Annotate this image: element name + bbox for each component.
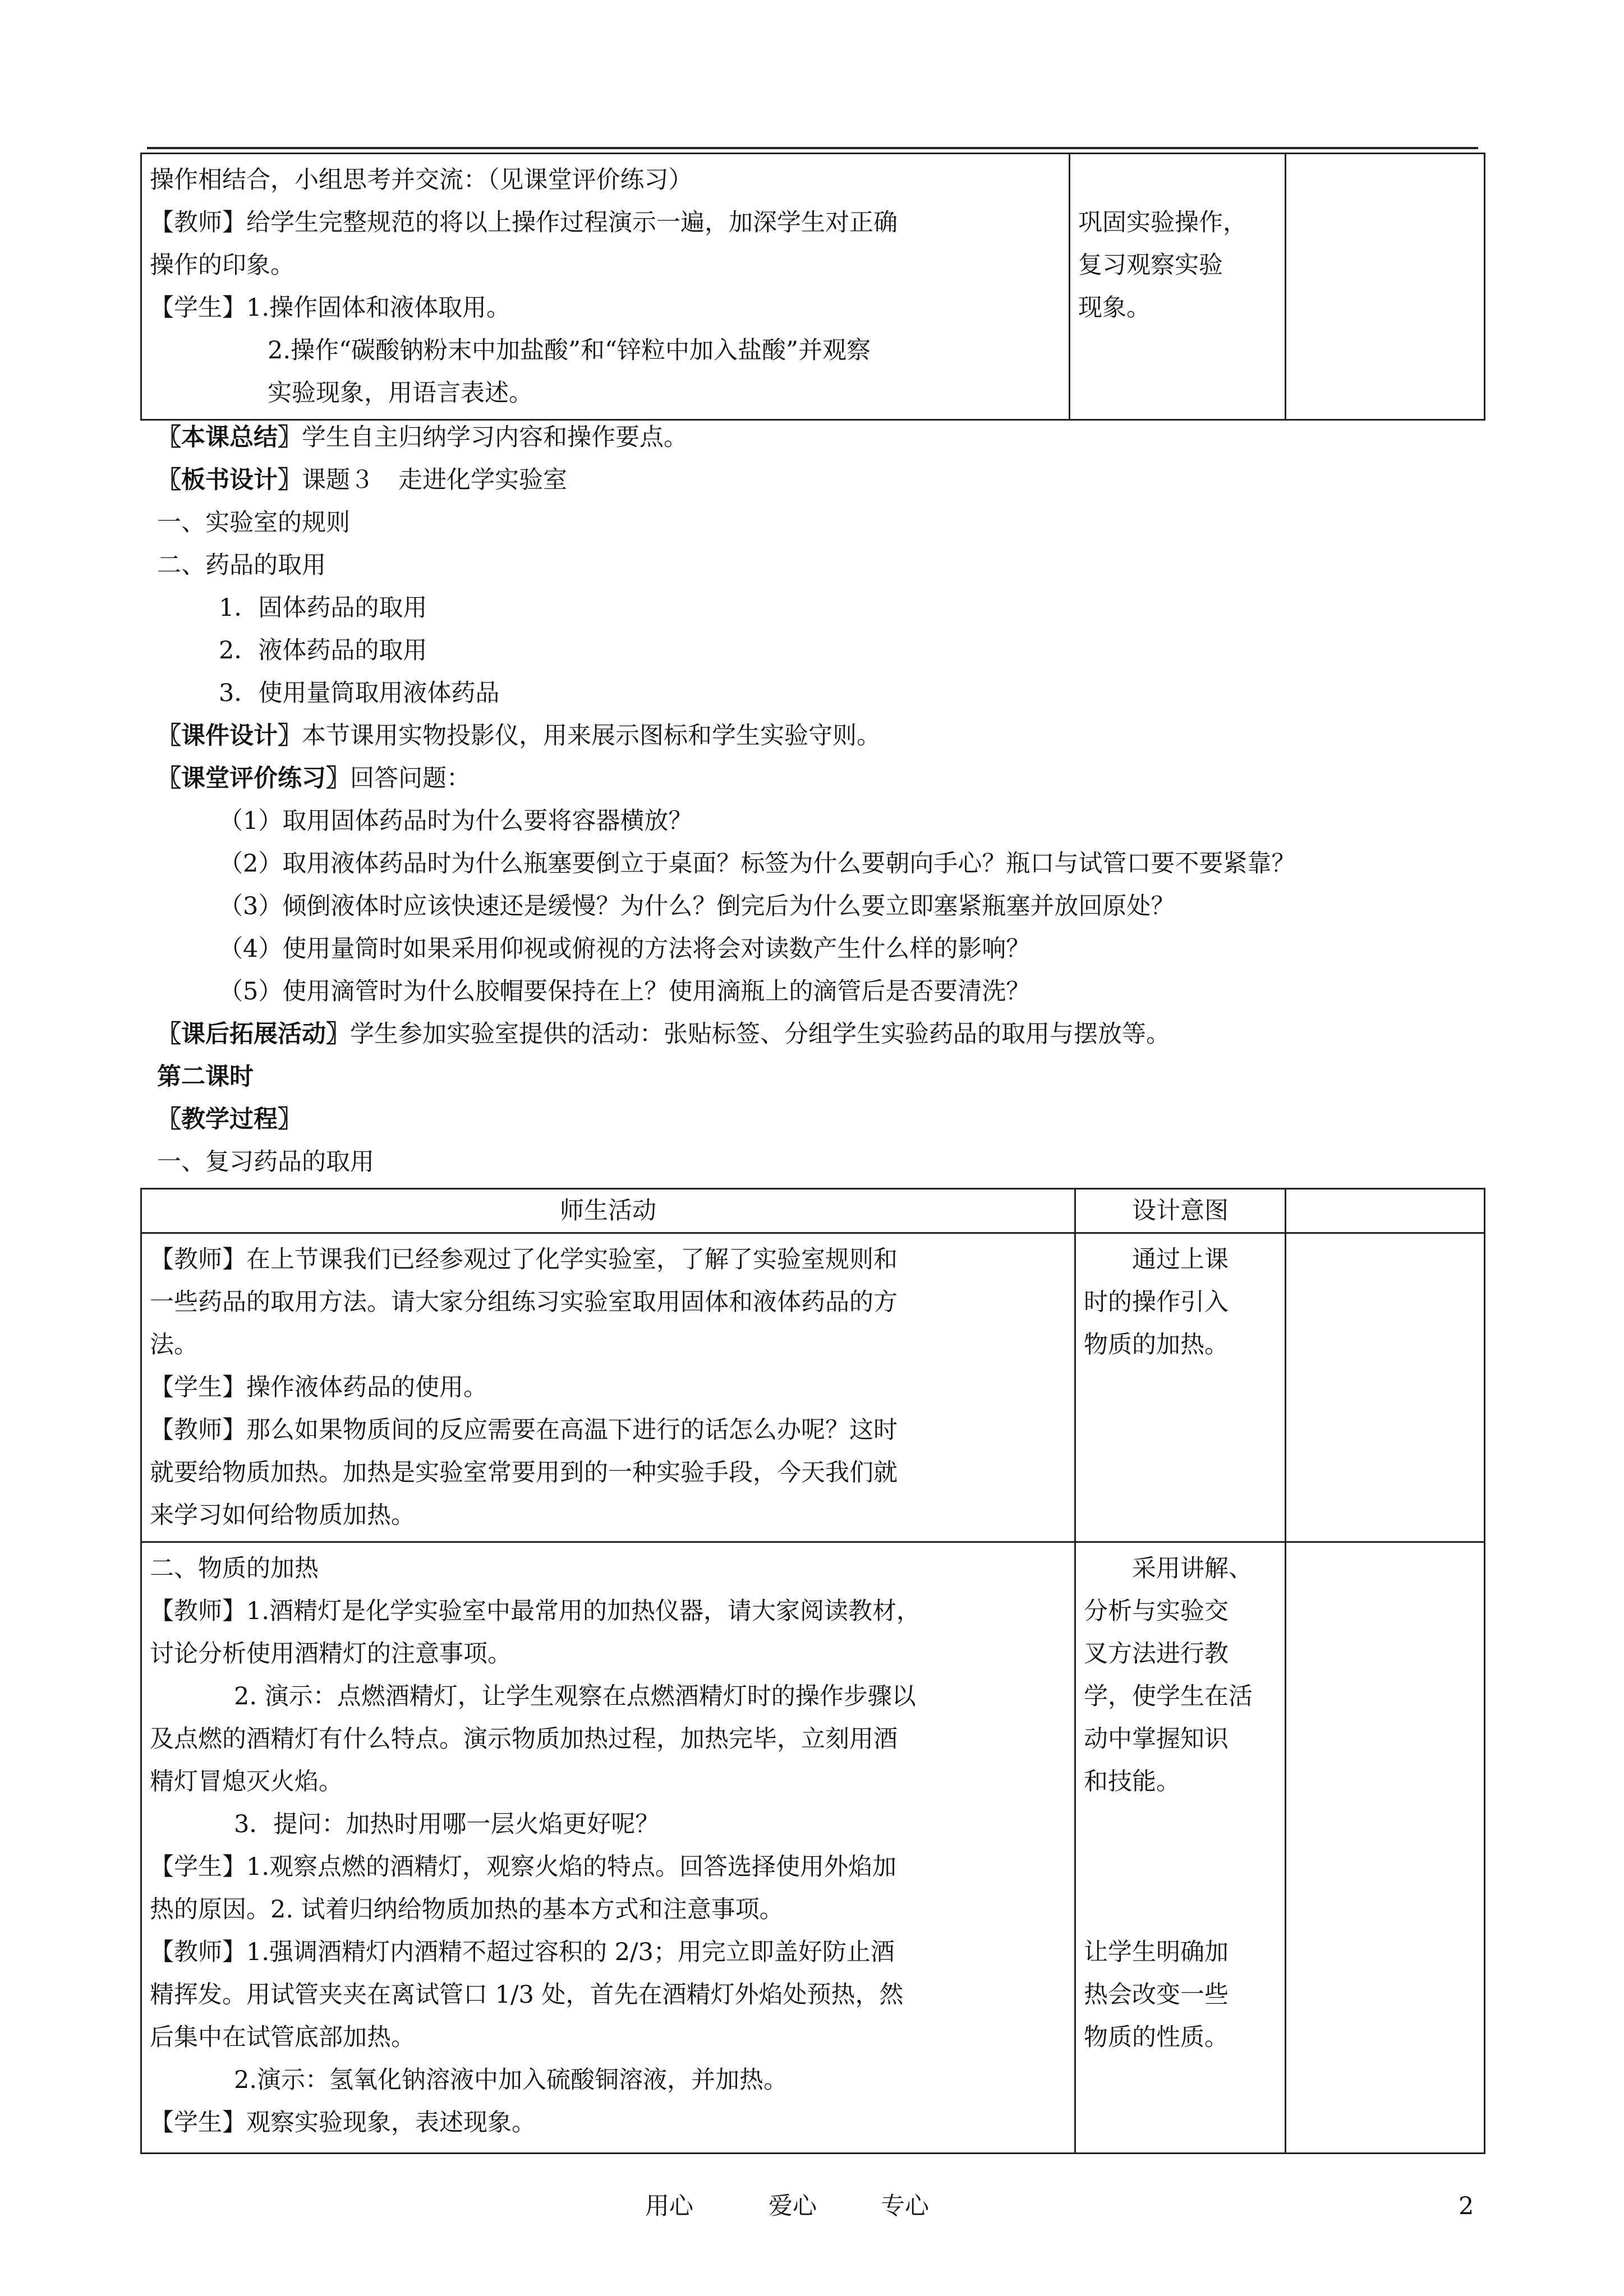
lesson-process-table (140, 1188, 1485, 2154)
text-line: 【教师】给学生完整规范的将以上操作过程演示一遍，加深学生对正确 (150, 209, 898, 237)
summary-label: 〖本课总结〗 (157, 423, 302, 451)
text-line: 3．提问：加热时用哪一层火焰更好呢？ (234, 1810, 660, 1838)
text-line: 分析与实验交 (1084, 1597, 1229, 1625)
board-item: 2．液体药品的取用 (219, 637, 427, 665)
text-line: 后集中在试管底部加热。 (150, 2023, 415, 2051)
empty-cell (1286, 1233, 1485, 1542)
text-line: 2. 演示：点燃酒精灯，让学生观察在点燃酒精灯时的操作步骤以 (234, 1682, 916, 1711)
intent-cell (1075, 1233, 1286, 1542)
process-heading: 〖教学过程〗 (157, 1105, 302, 1133)
text-line: 法。 (150, 1331, 198, 1359)
text-line: 学，使学生在活 (1084, 1682, 1253, 1711)
question-item: （2）取用液体药品时为什么瓶塞要倒立于桌面？标签为什么要朝向手心？瓶口与试管口要不要紧靠？ (219, 850, 1296, 878)
footer-motto-3: 专心 (881, 2192, 929, 2220)
text-line: 叉方法进行教 (1084, 1640, 1229, 1668)
text-line: 巩固实验操作， (1078, 209, 1247, 237)
body-text (157, 416, 1503, 1183)
board-item: 3．使用量筒取用液体药品 (219, 679, 500, 707)
text-line: 实验现象，用语言表述。 (268, 379, 533, 407)
text-line: 2.操作“碳酸钠粉末中加盐酸”和“锌粒中加入盐酸”并观察 (268, 336, 871, 365)
text-line: 操作相结合，小组思考并交流：（见课堂评价练习） (150, 166, 693, 194)
review-heading: 一、复习药品的取用 (157, 1148, 374, 1176)
activity-cell (141, 1542, 1075, 2154)
footer-motto-1: 用心 (645, 2192, 693, 2220)
summary-text: 学生自主归纳学习内容和操作要点。 (302, 423, 688, 451)
question-item: （1）取用固体药品时为什么要将容器横放？ (219, 807, 693, 835)
text-line: 物质的性质。 (1084, 2023, 1229, 2051)
activity-cell (141, 154, 1070, 420)
text-line: 采用讲解、 (1132, 1555, 1253, 1583)
text-line: 二、物质的加热 (150, 1555, 319, 1583)
text-line: 热的原因。2. 试着归纳给物质加热的基本方式和注意事项。 (150, 1896, 784, 1924)
empty-cell (1286, 154, 1485, 420)
footer-motto-2: 爱心 (769, 2192, 817, 2220)
text-line: 【学生】操作液体药品的使用。 (150, 1373, 487, 1401)
after-class-label: 〖课后拓展活动〗 (157, 1020, 350, 1048)
question-item: （3）倾倒液体时应该快速还是缓慢？为什么？倒完后为什么要立即塞紧瓶塞并放回原处？ (219, 892, 1175, 920)
courseware-text: 本节课用实物投影仪，用来展示图标和学生实验守则。 (302, 722, 881, 750)
text-line: 精灯冒熄灭火焰。 (150, 1768, 343, 1796)
text-line: 来学习如何给物质加热。 (150, 1501, 415, 1529)
text-line: 【教师】1.酒精灯是化学实验室中最常用的加热仪器，请大家阅读教材， (150, 1597, 921, 1625)
board-line (157, 459, 1503, 501)
text-line: 和技能。 (1084, 1768, 1180, 1796)
text-line: 【教师】那么如果物质间的反应需要在高温下进行的话怎么办呢？这时 (150, 1416, 898, 1444)
evaluation-line (157, 757, 1503, 800)
after-class-line (157, 1013, 1503, 1055)
header-intent: 设计意图 (1075, 1189, 1286, 1233)
board-item: 1．固体药品的取用 (219, 594, 427, 622)
courseware-line (157, 714, 1503, 757)
page-number: 2 (1459, 2192, 1474, 2220)
text-line: 通过上课 (1132, 1246, 1229, 1274)
text-line: 时的操作引入 (1084, 1288, 1229, 1316)
activity-cell (141, 1233, 1075, 1542)
text-line: 【教师】在上节课我们已经参观过了化学实验室，了解了实验室规则和 (150, 1246, 898, 1274)
header-rule (147, 147, 1478, 149)
question-item: （4）使用量筒时如果采用仰视或俯视的方法将会对读数产生什么样的影响？ (219, 935, 1030, 963)
courseware-label: 〖课件设计〗 (157, 722, 302, 750)
second-lesson-heading: 第二课时 (157, 1063, 254, 1091)
empty-header (1286, 1189, 1485, 1233)
text-line: 【学生】1.观察点燃的酒精灯，观察火焰的特点。回答选择使用外焰加 (150, 1853, 897, 1881)
header-activity: 师生活动 (141, 1189, 1075, 1233)
text-line: 操作的印象。 (150, 251, 295, 279)
text-line: 精挥发。用试管夹夹在离试管口 1/3 处，首先在酒精灯外焰处预热，然 (150, 1981, 904, 2009)
text-line: 【学生】1.操作固体和液体取用。 (150, 294, 511, 322)
text-line: 一些药品的取用方法。请大家分组练习实验室取用固体和液体药品的方 (150, 1288, 898, 1316)
text-line: 2.演示：氢氧化钠溶液中加入硫酸铜溶液，并加热。 (234, 2066, 788, 2094)
after-class-text: 学生参加实验室提供的活动：张贴标签、分组学生实验药品的取用与摆放等。 (350, 1020, 1170, 1048)
intent-cell (1070, 154, 1286, 420)
text-line: 动中掌握知识 (1084, 1725, 1229, 1753)
text-line: 【学生】观察实验现象，表述现象。 (150, 2109, 536, 2137)
intent-cell (1075, 1542, 1286, 2154)
evaluation-text: 回答问题： (350, 764, 471, 792)
board-label: 〖板书设计〗 (157, 466, 302, 494)
question-item: （5）使用滴管时为什么胶帽要保持在上？使用滴瓶上的滴管后是否要清洗？ (219, 978, 1030, 1006)
text-line: 复习观察实验 (1078, 251, 1223, 279)
summary-line (157, 416, 1503, 459)
board-text: 课题３ 走进化学实验室 (302, 466, 567, 494)
board-section: 一、实验室的规则 (157, 509, 350, 537)
text-line: 让学生明确加 (1084, 1938, 1229, 1966)
text-line: 物质的加热。 (1084, 1331, 1229, 1359)
text-line: 讨论分析使用酒精灯的注意事项。 (150, 1640, 512, 1668)
text-line: 就要给物质加热。加热是实验室常要用到的一种实验手段，今天我们就 (150, 1459, 898, 1487)
empty-cell (1286, 1542, 1485, 2154)
lesson-table-continued (140, 153, 1485, 421)
text-line: 热会改变一些 (1084, 1981, 1229, 2009)
evaluation-label: 〖课堂评价练习〗 (157, 764, 350, 792)
text-line: 及点燃的酒精灯有什么特点。演示物质加热过程，加热完毕，立刻用酒 (150, 1725, 898, 1753)
text-line: 【教师】1.强调酒精灯内酒精不超过容积的 2/3；用完立即盖好防止酒 (150, 1938, 895, 1966)
text-line: 现象。 (1078, 294, 1151, 322)
board-section: 二、药品的取用 (157, 551, 326, 579)
